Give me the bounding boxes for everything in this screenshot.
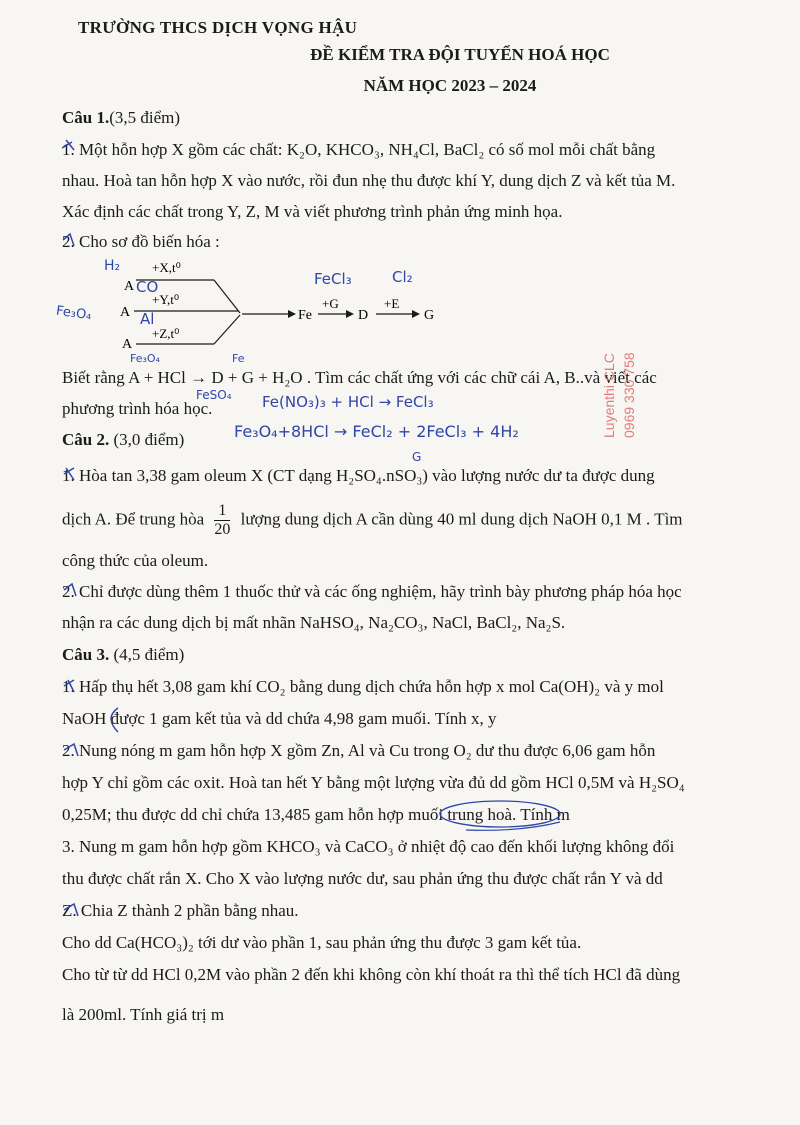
mark-bracket [111, 708, 118, 732]
mark-strike-7 [64, 904, 78, 916]
scheme-fe: Fe [298, 308, 312, 323]
scheme-reagent-y: +Y,t⁰ [152, 292, 180, 307]
scheme-e-label: +E [384, 296, 400, 311]
hand-fe3o4: Fe₃O₄ [55, 303, 93, 324]
q1-p1-line1: 1. Một hỗn hợp X gồm các chất: K₂O, KHCO₃, NH₄Cl, BaCl₂ có số mol mỗi chất bằng [62, 140, 656, 159]
q2-label: Câu 2. [62, 430, 110, 449]
scheme-g-label: +G [322, 296, 339, 311]
hand-fecl3: FeCl₃ [314, 270, 352, 288]
q3-p3-line4: Cho dd Ca(HCO₃)₂ tới dư vào phần 1, sau phản ứng thu được 3 gam kết tủa. [62, 933, 582, 952]
mark-strike-5 [64, 680, 74, 692]
q3-p2-line3: 0,25M; thu được dd chỉ chứa 13,485 gam hỗn hợp muối trung hoà. Tính m [62, 805, 570, 824]
watermark-line2: 0969 330 758 [621, 352, 637, 438]
q3-p3-line3: Z. Chia Z thành 2 phần bằng nhau. [62, 901, 299, 920]
q2-p1-line3: công thức của oleum. [62, 551, 209, 570]
mark-strike-2 [63, 234, 74, 246]
fraction-numerator: 1 [214, 502, 230, 521]
hand-fe3o4-note: Fe₃O₄ [130, 352, 160, 365]
q3-p3-line2: thu được chất rắn X. Cho X vào lượng nước dư, sau phản ứng thu được chất rắn Y và dd [62, 869, 663, 888]
q3-p1-line1: 1. Hấp thụ hết 3,08 gam khí CO₂ bằng dung dịch chứa hỗn hợp x mol Ca(OH)₂ và y mol [62, 677, 664, 696]
q1-p2-line2: Biết rằng A + HCl → D + G + H₂O . Tìm các chất ứng với các chữ cái A, B..và viết các [62, 368, 657, 387]
q1-points: (3,5 điểm) [109, 108, 181, 127]
fraction-denominator: 20 [214, 521, 231, 538]
q3-p2-line1: 2. Nung nóng m gam hỗn hợp X gồm Zn, Al và Cu trong O₂ dư thu được 6,06 gam hỗn [62, 741, 656, 760]
hand-eq2: Fe₃O₄+8HCl → FeCl₂ + 2FeCl₃ + 4H₂ [234, 422, 519, 441]
q3-p3-line1: 3. Nung m gam hỗn hợp gồm KHCO₃ và CaCO₃ ở nhiệt độ cao đến khối lượng không đổi [62, 837, 675, 856]
q3-p3-line5: Cho từ từ dd HCl 0,2M vào phần 2 đến khi không còn khí thoát ra thì thể tích HCl đã dùng [62, 965, 681, 984]
scheme-reagent-x: +X,t⁰ [152, 260, 181, 275]
q1-p2-line3: phương trình hóa học. [62, 399, 213, 418]
hand-co: CO [136, 278, 159, 296]
mark-circle-muoi [440, 801, 560, 827]
scheme-a-bottom: A [122, 337, 133, 352]
q1-p1-line2: nhau. Hoà tan hỗn hợp X vào nước, rồi đun nhẹ thu được khí Y, dung dịch Z và kết tủa M. [62, 171, 676, 190]
mark-strike-3 [64, 468, 74, 480]
q3-points: (4,5 điểm) [113, 645, 185, 664]
hand-eq1: Fe(NO₃)₃ + HCl → FeCl₃ [262, 393, 434, 411]
scheme-a-top: A [124, 279, 135, 294]
q1-label: Câu 1. [62, 108, 110, 127]
hand-al: Al [140, 310, 155, 328]
mark-strike-1 [62, 140, 74, 150]
hand-fe-above: Fe [232, 352, 245, 365]
scheme-a-mid: A [120, 305, 131, 320]
q3-p2-line2: hợp Y chỉ gồm các oxit. Hoà tan hết Y bằng một lượng vừa đủ dd gồm HCl 0,5M và H₂SO₄ [62, 773, 685, 792]
hand-g-mark: G [412, 450, 422, 464]
q3-label: Câu 3. [62, 645, 110, 664]
q3-p1-line2: NaOH được 1 gam kết tủa và dd chứa 4,98 gam muối. Tính x, y [62, 709, 497, 728]
q2-p1-line2-a: dịch A. Để trung hòa [62, 509, 205, 529]
scheme-reagent-z: +Z,t⁰ [152, 326, 180, 341]
watermark [596, 330, 656, 440]
q2-p1-line2-b: lượng dung dịch A cần dùng 40 ml dung dịch NaOH 0,1 M . Tìm [240, 509, 683, 529]
q2-p2-line2: nhận ra các dung dịch bị mất nhãn NaHSO₄, Na₂CO₃, NaCl, BaCl₂, Na₂S. [62, 613, 566, 632]
mark-strike-4 [64, 584, 76, 596]
q2-points: (3,0 điểm) [113, 430, 185, 449]
exam-title: ĐỀ KIỂM TRA ĐỘI TUYỂN HOÁ HỌC [310, 45, 610, 64]
q1-p1-line3: Xác định các chất trong Y, Z, M và viết phương trình phản ứng minh họa. [62, 202, 563, 221]
scheme-g: G [424, 308, 435, 323]
school-year: NĂM HỌC 2023 – 2024 [363, 76, 537, 95]
hand-h2: H₂ [104, 258, 121, 274]
hand-cl2: Cl₂ [392, 268, 413, 286]
scheme-d: D [358, 308, 369, 323]
q2-p1-line1: 1. Hòa tan 3,38 gam oleum X (CT dạng H₂SO₄.nSO₃) vào lượng nước dư ta được dung [62, 466, 655, 485]
mark-strike-6 [64, 744, 78, 756]
q1-p2-line1: 2. Cho sơ đồ biến hóa : [62, 232, 220, 251]
hand-sub-note: FeSO₄ [196, 388, 232, 402]
school-name: TRƯỜNG THCS DỊCH VỌNG HẬU [78, 18, 358, 37]
q2-p2-line1: 2. Chỉ được dùng thêm 1 thuốc thử và các ống nghiệm, hãy trình bày phương pháp hóa học [62, 582, 682, 601]
watermark-line1: Luyenthi CLC [601, 353, 617, 438]
q3-p3-line6: là 200ml. Tính giá trị m [62, 1005, 225, 1024]
